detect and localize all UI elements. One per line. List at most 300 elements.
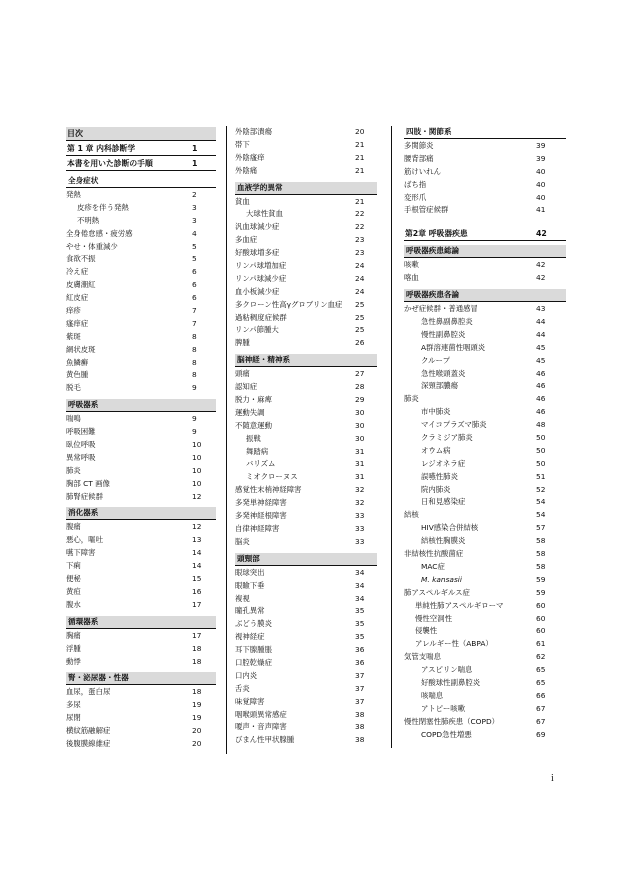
entry-label: 腹痛 (66, 522, 81, 532)
toc-entry[interactable] (66, 547, 216, 560)
entry-label: 肺アスペルギルス症 (404, 587, 470, 597)
entry-page: 35 (355, 619, 365, 629)
entry-label: 下痢 (66, 561, 81, 571)
entry-label: 瞳孔異常 (235, 606, 265, 616)
entry-label: 魚鱗癬 (66, 357, 89, 367)
toc-entry[interactable] (235, 536, 377, 549)
entry-page: 51 (536, 471, 546, 481)
toc-entry[interactable] (235, 260, 377, 273)
toc-entry[interactable] (235, 165, 377, 178)
toc-entry[interactable] (66, 699, 216, 712)
toc-entry[interactable] (66, 279, 216, 292)
toc-entry[interactable] (404, 561, 566, 574)
toc-entry[interactable] (404, 204, 566, 217)
toc-entry[interactable] (66, 413, 216, 426)
entry-page: 38 (355, 709, 365, 719)
entry-label: リンパ球増加症 (235, 261, 287, 271)
entry-label: 貧血 (235, 196, 250, 206)
entry-page: 38 (355, 722, 365, 732)
toc-entry[interactable] (235, 381, 377, 394)
toc-entry[interactable] (404, 153, 566, 166)
toc-entry[interactable] (66, 686, 216, 699)
toc-entry[interactable] (66, 643, 216, 656)
entry-label: 嚥下障害 (66, 548, 96, 558)
toc-entry[interactable] (66, 189, 216, 202)
toc-entry[interactable] (66, 241, 216, 254)
entry-label: 手根管症候群 (404, 205, 449, 215)
toc-entry[interactable] (235, 734, 377, 747)
entry-label: 咳嗽 (404, 260, 419, 270)
toc-entry[interactable] (66, 656, 216, 669)
toc-entry[interactable] (66, 452, 216, 465)
entry-page: 42 (536, 273, 546, 283)
entry-label: 本書を用いた診断の手順 (67, 159, 153, 168)
entry-label: 全身倦怠感・疲労感 (66, 228, 133, 238)
entry-label: HIV感染合併結核 (421, 523, 479, 533)
toc-entry[interactable] (404, 729, 566, 742)
entry-page: 59 (536, 574, 546, 584)
entry-label: 臥位呼吸 (66, 440, 96, 450)
entry-label: 市中肺炎 (421, 407, 451, 417)
entry-page: 21 (355, 139, 365, 149)
toc-entry[interactable] (66, 560, 216, 573)
entry-page: 14 (192, 561, 202, 571)
entry-label: アトピー咳嗽 (421, 703, 466, 713)
entry-label: 脱力・麻痺 (235, 395, 272, 405)
entry-page: 43 (536, 304, 546, 314)
toc-entry[interactable] (235, 196, 377, 209)
section-heading: 脳神経・精神系 (235, 354, 377, 367)
entry-page: 15 (192, 574, 202, 584)
entry-page: 33 (355, 523, 365, 533)
toc-entry[interactable] (235, 420, 377, 433)
toc-entry[interactable] (235, 152, 377, 165)
entry-label: 尿閉 (66, 713, 81, 723)
entry-page: 6 (192, 293, 197, 303)
toc-entry[interactable] (404, 445, 566, 458)
toc-entry[interactable] (404, 716, 566, 729)
toc-entry[interactable] (404, 574, 566, 587)
toc-entry[interactable] (235, 407, 377, 420)
toc-entry[interactable] (404, 393, 566, 406)
toc-entry[interactable] (235, 458, 377, 471)
toc-entry[interactable] (66, 305, 216, 318)
entry-label: 日和見感染症 (421, 497, 466, 507)
entry-label: 紅皮症 (66, 293, 89, 303)
toc-entry[interactable] (404, 471, 566, 484)
toc-entry[interactable] (404, 368, 566, 381)
entry-label: やせ・体重減少 (66, 241, 118, 251)
entry-label: 振戦 (246, 433, 261, 443)
toc-entry[interactable] (66, 478, 216, 491)
entry-label: クループ (421, 355, 450, 365)
entry-label: オウム病 (421, 445, 451, 455)
entry-label: 脱毛 (66, 383, 81, 393)
toc-entry[interactable] (404, 600, 566, 613)
entry-label: 急性喉頭蓋炎 (421, 368, 466, 378)
entry-page: 9 (192, 414, 197, 424)
toc-entry[interactable] (235, 696, 377, 709)
toc-entry[interactable] (404, 192, 566, 205)
entry-label: 食欲不振 (66, 254, 96, 264)
entry-label: ミオクローヌス (246, 472, 298, 482)
entry-label: 第2章 呼吸器疾患 (405, 229, 468, 239)
entry-label: 喀血 (404, 273, 419, 283)
toc-entry[interactable] (404, 703, 566, 716)
toc-entry[interactable] (404, 432, 566, 445)
entry-page: 18 (192, 656, 202, 666)
toc-entry[interactable] (404, 664, 566, 677)
toc-entry[interactable] (404, 342, 566, 355)
toc-entry[interactable] (235, 670, 377, 683)
entry-label: 認知症 (235, 382, 258, 392)
toc-entry[interactable] (66, 382, 216, 395)
toc-entry[interactable] (404, 509, 566, 522)
toc-entry[interactable] (66, 228, 216, 241)
toc-entry[interactable] (235, 580, 377, 593)
entry-page: 20 (192, 726, 202, 736)
toc-entry[interactable] (66, 738, 216, 751)
toc-entry[interactable] (235, 683, 377, 696)
entry-page: 21 (355, 165, 365, 175)
entry-page: 1 (192, 144, 198, 153)
toc-entry[interactable] (404, 406, 566, 419)
entry-label: ぶどう膜炎 (235, 619, 272, 629)
toc-entry[interactable] (404, 625, 566, 638)
toc-entry[interactable] (235, 709, 377, 722)
toc-entry[interactable] (404, 548, 566, 561)
entry-page: 37 (355, 670, 365, 680)
entry-page: 58 (536, 561, 546, 571)
entry-page: 25 (355, 299, 365, 309)
toc-entry[interactable] (235, 484, 377, 497)
section-heading: 全身症状 (66, 175, 216, 188)
toc-entry[interactable] (235, 471, 377, 484)
entry-page: 67 (536, 703, 546, 713)
entry-page: 10 (192, 440, 202, 450)
entry-label: 結核性胸膜炎 (421, 536, 466, 546)
toc-entry[interactable] (235, 618, 377, 631)
entry-page: 2 (192, 190, 197, 199)
toc-entry[interactable] (66, 369, 216, 382)
entry-label: 不明熱 (77, 215, 100, 225)
entry-page: 31 (355, 446, 365, 456)
chapter-entry[interactable] (66, 142, 216, 156)
entry-label: 嗄声・音声障害 (235, 722, 287, 732)
entry-label: 脳炎 (235, 536, 250, 546)
entry-label: 咽喉頭異常感症 (235, 709, 287, 719)
entry-page: 39 (536, 141, 546, 150)
toc-entry[interactable] (404, 458, 566, 471)
entry-page: 36 (355, 657, 365, 667)
toc-entry[interactable] (235, 324, 377, 337)
entry-page: 45 (536, 355, 546, 365)
section-heading: 呼吸器系 (66, 399, 216, 412)
entry-label: 誤嚥性肺炎 (421, 471, 458, 481)
entry-label: 感覚性末梢神経障害 (235, 485, 302, 495)
toc-entry[interactable] (404, 140, 566, 153)
entry-page: 18 (192, 687, 202, 697)
entry-page: 31 (355, 459, 365, 469)
toc-entry[interactable] (66, 491, 216, 504)
entry-page: 6 (192, 280, 197, 290)
toc-entry[interactable] (235, 273, 377, 286)
entry-label: 悪心，嘔吐 (66, 535, 103, 545)
toc-entry[interactable] (235, 567, 377, 580)
entry-label: 大球性貧血 (246, 209, 283, 219)
toc-entry[interactable] (235, 446, 377, 459)
toc-entry[interactable] (66, 521, 216, 534)
entry-label: 頭痛 (235, 369, 250, 379)
entry-label: 黄疸 (66, 586, 81, 596)
entry-page: 10 (192, 478, 202, 488)
toc-entry[interactable] (235, 510, 377, 523)
entry-label: 網状皮斑 (66, 344, 96, 354)
entry-label: 肺炎 (66, 465, 81, 475)
toc-entry[interactable] (404, 677, 566, 690)
toc-entry[interactable] (235, 657, 377, 670)
toc-entry[interactable] (404, 587, 566, 600)
entry-label: クラミジア肺炎 (421, 433, 473, 443)
entry-label: 脾腫 (235, 338, 250, 348)
toc-entry[interactable] (404, 613, 566, 626)
entry-page: 41 (536, 205, 546, 215)
entry-page: 66 (536, 690, 546, 700)
toc-entry[interactable] (66, 357, 216, 370)
entry-page: 17 (192, 599, 202, 609)
entry-label: 冷え症 (66, 267, 89, 277)
toc-entry[interactable] (404, 535, 566, 548)
section-heading: 呼吸器疾患総論 (404, 245, 566, 258)
entry-label: 痒疹 (66, 306, 81, 316)
entry-page: 8 (192, 370, 197, 380)
entry-label: 自律神経障害 (235, 523, 280, 533)
entry-label: 運動失調 (235, 407, 265, 417)
toc-entry[interactable] (404, 419, 566, 432)
entry-page: 29 (355, 395, 365, 405)
entry-page: 8 (192, 357, 197, 367)
section-heading: 消化器系 (66, 507, 216, 520)
entry-page: 62 (536, 652, 546, 662)
toc-entry[interactable] (235, 247, 377, 260)
toc-entry[interactable] (66, 202, 216, 215)
entry-page: 32 (355, 485, 365, 495)
toc-entry[interactable] (235, 721, 377, 734)
toc-entry[interactable] (404, 690, 566, 703)
entry-page: 44 (536, 329, 546, 339)
entry-label: 肺炎 (404, 394, 419, 404)
entry-page: 61 (536, 639, 546, 649)
toc-entry[interactable] (235, 312, 377, 325)
entry-label: 変形爪 (404, 192, 427, 202)
entry-page: 50 (536, 433, 546, 443)
toc-entry[interactable] (404, 484, 566, 497)
toc-entry[interactable] (235, 394, 377, 407)
entry-page: 23 (355, 235, 365, 245)
chapter-entry[interactable] (66, 127, 216, 141)
entry-label: M. kansasii (421, 574, 462, 584)
entry-label: 口腔乾燥症 (235, 657, 272, 667)
entry-label: 舌炎 (235, 683, 250, 693)
toc-entry[interactable] (66, 292, 216, 305)
entry-page: 34 (355, 593, 365, 603)
entry-page: 5 (192, 254, 197, 264)
page-number: i (551, 773, 554, 784)
entry-label: アスピリン喘息 (421, 665, 473, 675)
entry-page: 33 (355, 536, 365, 546)
entry-label: マイコプラズマ肺炎 (421, 420, 487, 430)
entry-page: 26 (355, 338, 365, 348)
toc-entry[interactable] (404, 329, 566, 342)
toc-column-1 (66, 126, 216, 751)
toc-entry[interactable] (404, 522, 566, 535)
toc-entry[interactable] (235, 523, 377, 536)
entry-page: 25 (355, 312, 365, 322)
entry-page: 21 (355, 152, 365, 162)
entry-page: 24 (355, 273, 365, 283)
entry-label: 黄色腫 (66, 370, 89, 380)
entry-page: 42 (536, 229, 547, 239)
toc-entry[interactable] (235, 286, 377, 299)
toc-entry[interactable] (66, 725, 216, 738)
toc-entry[interactable] (235, 433, 377, 446)
toc-entry[interactable] (66, 266, 216, 279)
section-heading: 四肢・関節系 (404, 126, 566, 139)
entry-label: 味覚障害 (235, 696, 265, 706)
toc-entry[interactable] (235, 497, 377, 510)
entry-page: 8 (192, 344, 197, 354)
entry-page: 24 (355, 286, 365, 296)
entry-page: 59 (536, 587, 546, 597)
toc-entry[interactable] (66, 573, 216, 586)
entry-page: 45 (536, 342, 546, 352)
entry-label: リンパ節腫大 (235, 325, 279, 335)
entry-label: 過粘稠度症候群 (235, 312, 287, 322)
toc-entry[interactable] (404, 638, 566, 651)
toc-entry[interactable] (404, 259, 566, 272)
toc-entry[interactable] (404, 380, 566, 393)
entry-label: 浮腫 (66, 643, 81, 653)
toc-entry[interactable] (235, 208, 377, 221)
entry-label: 耳下腺腫脹 (235, 645, 272, 655)
entry-label: 便秘 (66, 574, 81, 584)
toc-entry[interactable] (66, 215, 216, 228)
entry-page: 8 (192, 331, 197, 341)
toc-entry[interactable] (66, 712, 216, 725)
entry-label: 血尿，蛋白尿 (66, 687, 111, 697)
toc-entry[interactable] (404, 355, 566, 368)
toc-entry[interactable] (66, 344, 216, 357)
toc-entry[interactable] (235, 234, 377, 247)
toc-entry[interactable] (66, 426, 216, 439)
entry-label: 喘鳴 (66, 414, 81, 424)
toc-entry[interactable] (66, 331, 216, 344)
toc-entry[interactable] (235, 605, 377, 618)
toc-entry[interactable] (404, 303, 566, 316)
entry-page: 36 (355, 645, 365, 655)
entry-page: 3 (192, 202, 197, 212)
entry-page: 60 (536, 626, 546, 636)
toc-entry[interactable] (235, 593, 377, 606)
entry-label: 呼吸困難 (66, 427, 96, 437)
entry-label: A群溶連菌性咽頭炎 (421, 342, 486, 352)
entry-page: 20 (192, 738, 202, 748)
chapter-entry[interactable] (66, 157, 216, 171)
entry-page: 37 (355, 696, 365, 706)
toc-entry[interactable] (235, 337, 377, 350)
toc-entry[interactable] (66, 534, 216, 547)
toc-entry[interactable] (66, 630, 216, 643)
toc-entry[interactable] (66, 599, 216, 612)
toc-entry[interactable] (404, 179, 566, 192)
toc-entry[interactable] (404, 496, 566, 509)
entry-page: 10 (192, 465, 202, 475)
entry-label: レジオネラ症 (421, 458, 466, 468)
toc-entry[interactable] (66, 465, 216, 478)
entry-label: びまん性甲状腺腫 (235, 735, 295, 745)
section-heading: 腎・泌尿器・性器 (66, 672, 216, 685)
entry-page: 67 (536, 716, 546, 726)
entry-page: 22 (355, 222, 365, 232)
entry-label: 舞踏病 (246, 446, 269, 456)
entry-page: 35 (355, 632, 365, 642)
entry-page: 40 (536, 192, 546, 202)
entry-page: 60 (536, 600, 546, 610)
toc-entry[interactable] (404, 316, 566, 329)
toc-entry[interactable] (235, 221, 377, 234)
entry-page: 65 (536, 677, 546, 687)
entry-page: 7 (192, 306, 197, 316)
entry-label: 急性鼻副鼻腔炎 (421, 317, 473, 327)
toc-entry[interactable] (404, 651, 566, 664)
toc-entry[interactable] (235, 644, 377, 657)
entry-label: 血小板減少症 (235, 286, 280, 296)
toc-entry[interactable] (235, 368, 377, 381)
entry-label: 皮膚潮紅 (66, 280, 96, 290)
entry-page: 30 (355, 433, 365, 443)
entry-label: 侵襲性 (415, 626, 438, 636)
toc-entry[interactable] (235, 631, 377, 644)
entry-label: 不随意運動 (235, 420, 272, 430)
chapter-entry[interactable] (404, 227, 566, 241)
toc-column-2 (235, 126, 377, 747)
entry-page: 5 (192, 241, 197, 251)
entry-label: バリズム (246, 459, 276, 469)
entry-page: 3 (192, 215, 197, 225)
entry-page: 38 (355, 735, 365, 745)
entry-label: 視神経症 (235, 632, 265, 642)
toc-entry[interactable] (66, 586, 216, 599)
toc-entry[interactable] (404, 166, 566, 179)
toc-column-3 (404, 126, 566, 741)
entry-label: 腰背部痛 (404, 153, 434, 163)
entry-page: 9 (192, 427, 197, 437)
entry-page: 14 (192, 548, 202, 558)
toc-entry[interactable] (235, 299, 377, 312)
entry-page: 46 (536, 407, 546, 417)
entry-label: MAC症 (421, 561, 445, 571)
toc-entry[interactable] (66, 318, 216, 331)
entry-page: 1 (192, 159, 198, 168)
entry-page: 50 (536, 458, 546, 468)
entry-page: 34 (355, 567, 365, 577)
toc-entry[interactable] (66, 253, 216, 266)
toc-entry[interactable] (404, 272, 566, 285)
toc-entry[interactable] (235, 126, 377, 139)
toc-entry[interactable] (235, 139, 377, 152)
toc-entry[interactable] (66, 439, 216, 452)
section-heading: 血液学的異常 (235, 182, 377, 195)
